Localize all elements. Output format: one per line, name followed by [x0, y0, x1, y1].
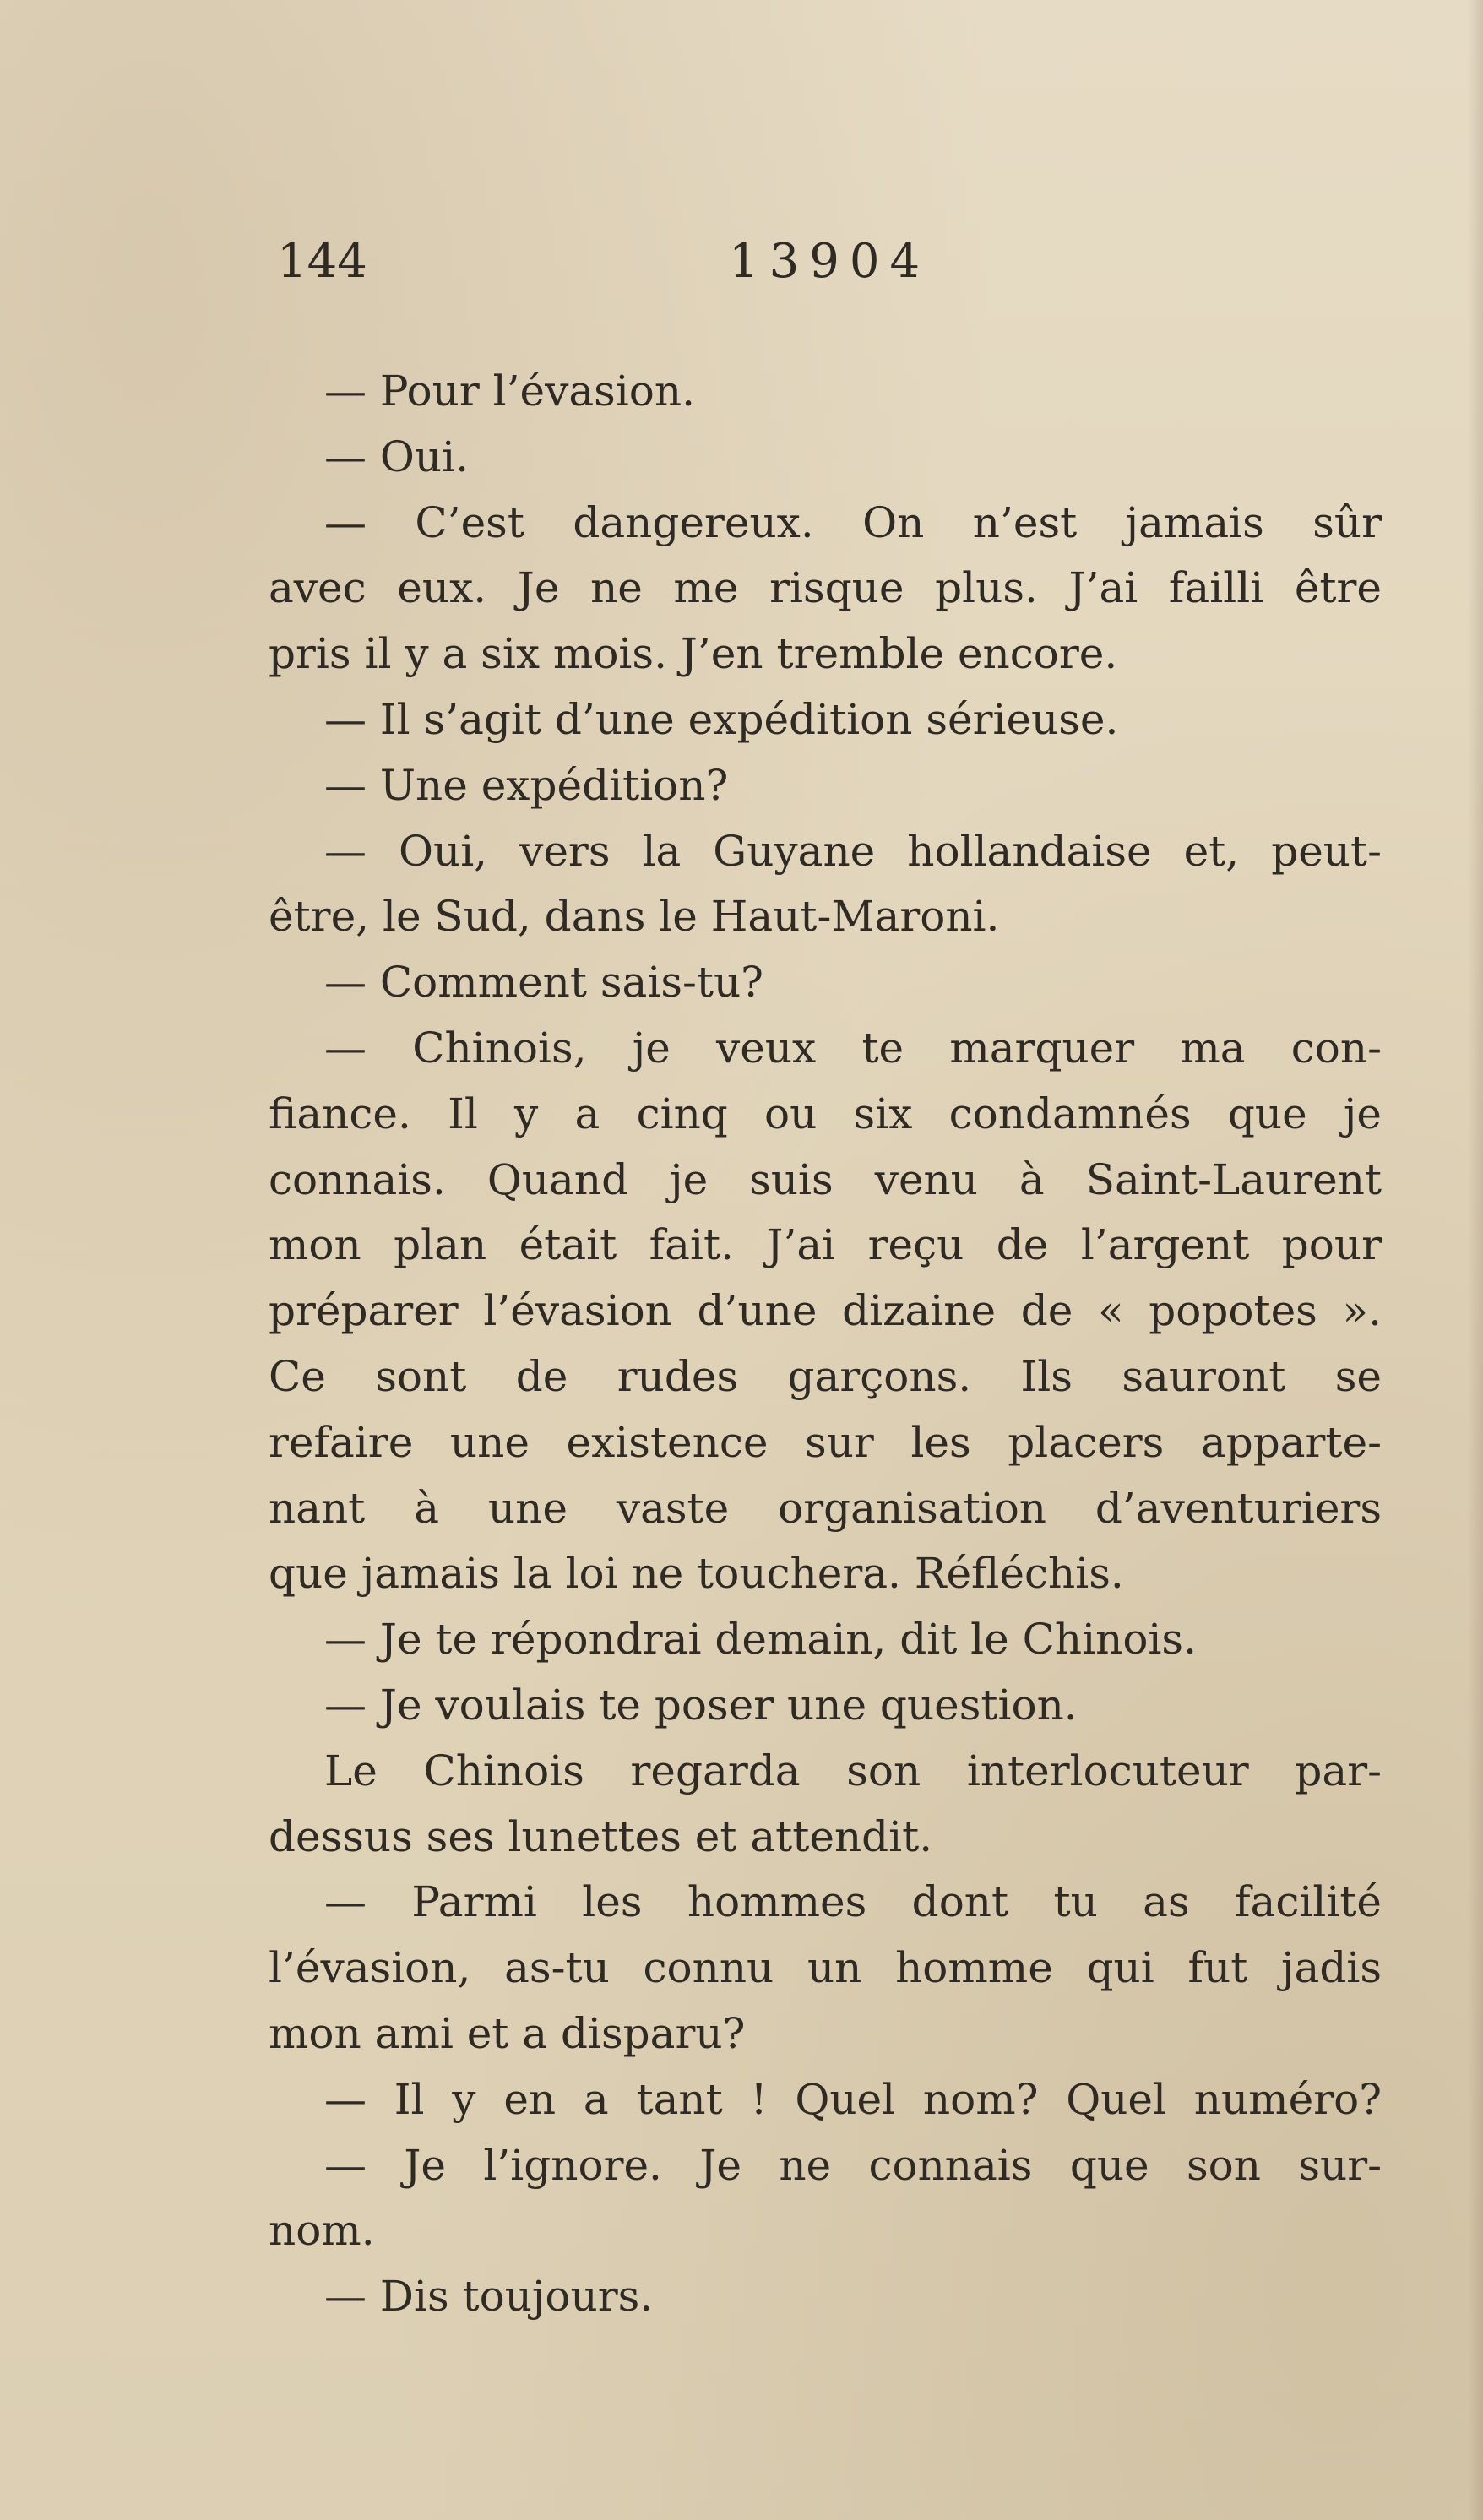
running-title: 13904	[729, 234, 931, 289]
text-line: — Chinois, je veux te marquer ma con-	[324, 1023, 1382, 1073]
text-line: — Je te répondrai demain, dit le Chinois.	[324, 1615, 1197, 1665]
text-line: Le Chinois regarda son interlocuteur par-	[324, 1746, 1382, 1795]
text-line: — Oui.	[324, 432, 469, 481]
text-line: mon plan était fait. J’ai reçu de l’argent pour	[269, 1220, 1382, 1270]
text-line: — Je l’ignore. Je ne connais que son sur-	[324, 2140, 1382, 2190]
text-line: — C’est dangereux. On n’est jamais sûr	[324, 497, 1382, 547]
text-line: — Pour l’évasion.	[324, 367, 695, 415]
text-line: nant à une vaste organisation d’aventuriers	[269, 1483, 1382, 1533]
text-line: préparer l’évasion d’une dizaine de « popotes ».	[269, 1286, 1382, 1336]
text-line: — Dis toujours.	[324, 2272, 654, 2322]
text-line: pris il y a six mois. J’en tremble encore.	[269, 629, 1118, 679]
text-line: — Comment sais-tu?	[324, 958, 763, 1007]
page-header	[277, 228, 1392, 296]
text-line: dessus ses lunettes et attendit.	[269, 1811, 933, 1861]
text-line: — Parmi les hommes dont tu as facilité	[324, 1877, 1382, 1927]
page-edge-shadow	[1468, 0, 1483, 2520]
text-line: — Une expédition?	[324, 760, 729, 810]
text-line: l’évasion, as-tu connu un homme qui fut jadis	[269, 1943, 1382, 1993]
text-line: — Il s’agit d’une expédition sérieuse.	[324, 694, 1119, 744]
page-number: 144	[277, 234, 367, 289]
text-line: avec eux. Je ne me risque plus. J’ai failli être	[269, 563, 1382, 613]
text-line: — Il y en a tant ! Quel nom? Quel numéro?	[324, 2074, 1382, 2124]
text-line: refaire une existence sur les placers apparte-	[269, 1417, 1382, 1467]
text-line: que jamais la loi ne touchera. Réfléchis.	[269, 1549, 1124, 1599]
text-line: — Je voulais te poser une question.	[324, 1680, 1078, 1730]
text-line: Ce sont de rudes garçons. Ils sauront se	[269, 1351, 1382, 1401]
text-line: mon ami et a disparu?	[269, 2008, 746, 2058]
text-line: fiance. Il y a cinq ou six condamnés que je	[269, 1089, 1382, 1138]
text-line: nom.	[269, 2206, 375, 2256]
body-text	[269, 359, 1382, 2330]
text-line: — Oui, vers la Guyane hollandaise et, peut-	[324, 826, 1382, 876]
text-line: être, le Sud, dans le Haut-Maroni.	[269, 892, 1000, 942]
text-line: connais. Quand je suis venu à Saint-Laurent	[269, 1154, 1382, 1204]
